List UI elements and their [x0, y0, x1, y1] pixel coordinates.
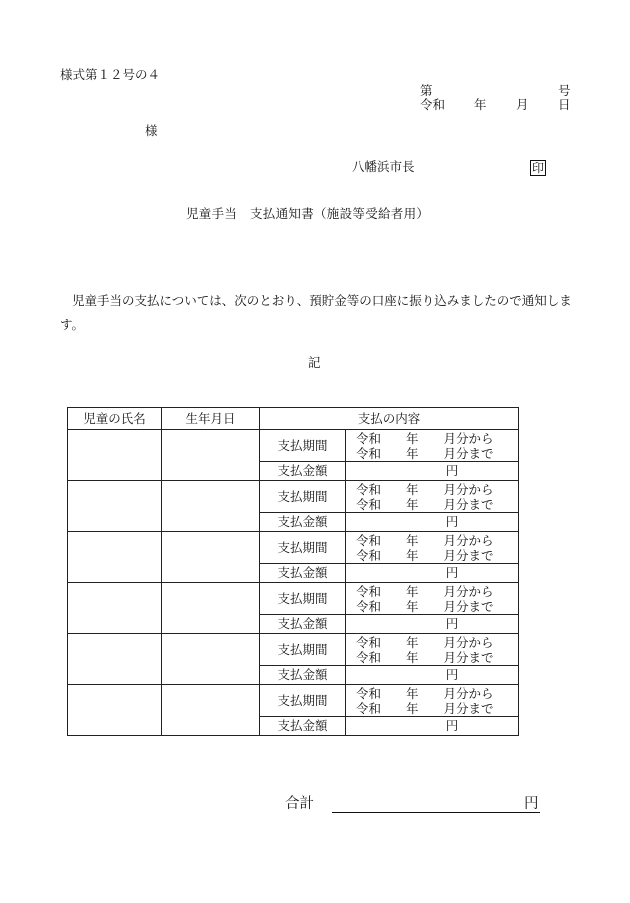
period-from: 令和 年 月分から [356, 481, 494, 497]
period-label: 支払期間 [260, 430, 346, 462]
total-amount-field[interactable] [332, 812, 540, 813]
period-value[interactable] [346, 685, 519, 717]
period-to: 令和 年 月分まで [356, 547, 494, 563]
period-label: 支払期間 [260, 685, 346, 717]
child-name-cell[interactable] [68, 685, 162, 736]
table-row [68, 430, 519, 462]
period-value[interactable] [346, 532, 519, 564]
yen-unit: 円 [445, 718, 459, 733]
period-from: 令和 年 月分から [356, 532, 494, 548]
date-year-label: 年 [474, 97, 487, 112]
amount-label: 支払金額 [260, 462, 346, 481]
amount-label: 支払金額 [260, 717, 346, 736]
doc-number-prefix: 第 [420, 83, 433, 98]
birthdate-cell[interactable] [162, 634, 260, 685]
period-from: 令和 年 月分から [356, 583, 494, 599]
table-row [68, 532, 519, 564]
date-era: 令和 [420, 97, 446, 112]
body-text: 児童手当の支払については、次のとおり、預貯金等の口座に振り込みましたので通知します。 [60, 293, 572, 332]
amount-value[interactable] [346, 615, 519, 634]
document-title: 児童手当 支払通知書（施設等受給者用） [186, 206, 430, 221]
period-label: 支払期間 [260, 583, 346, 615]
child-name-cell[interactable] [68, 583, 162, 634]
period-to: 令和 年 月分まで [356, 598, 494, 614]
yen-unit: 円 [445, 616, 459, 631]
child-name-cell[interactable] [68, 532, 162, 583]
period-from: 令和 年 月分から [356, 430, 494, 446]
period-value[interactable] [346, 481, 519, 513]
period-label: 支払期間 [260, 634, 346, 666]
table-row [68, 481, 519, 513]
amount-label: 支払金額 [260, 615, 346, 634]
amount-label: 支払金額 [260, 564, 346, 583]
amount-value[interactable] [346, 666, 519, 685]
period-label: 支払期間 [260, 532, 346, 564]
header-payment-content: 支払の内容 [260, 408, 519, 430]
payment-table [67, 407, 519, 736]
child-name-cell[interactable] [68, 430, 162, 481]
birthdate-cell[interactable] [162, 583, 260, 634]
amount-label: 支払金額 [260, 513, 346, 532]
yen-unit: 円 [445, 514, 459, 529]
seal-stamp: 印 [532, 161, 545, 175]
amount-label: 支払金額 [260, 666, 346, 685]
period-to: 令和 年 月分まで [356, 649, 494, 665]
amount-value[interactable] [346, 717, 519, 736]
yen-unit: 円 [445, 463, 459, 478]
child-name-cell[interactable] [68, 634, 162, 685]
total-label: 合計 [285, 796, 314, 812]
table-row [68, 634, 519, 666]
total-unit: 円 [524, 796, 539, 812]
birthdate-cell[interactable] [162, 430, 260, 481]
table-row [68, 685, 519, 717]
period-value[interactable] [346, 430, 519, 462]
table-header-row [68, 408, 519, 430]
yen-unit: 円 [445, 667, 459, 682]
body-paragraph [60, 289, 580, 337]
table-row [68, 583, 519, 615]
child-name-cell[interactable] [68, 481, 162, 532]
date-day-label: 日 [558, 97, 571, 112]
period-value[interactable] [346, 583, 519, 615]
issuer-name: 八幡浜市長 [352, 159, 415, 174]
amount-value[interactable] [346, 462, 519, 481]
amount-value[interactable] [346, 564, 519, 583]
amount-value[interactable] [346, 513, 519, 532]
period-value[interactable] [346, 634, 519, 666]
period-from: 令和 年 月分から [356, 634, 494, 650]
birthdate-cell[interactable] [162, 532, 260, 583]
birthdate-cell[interactable] [162, 685, 260, 736]
doc-number-suffix: 号 [558, 83, 571, 98]
birthdate-cell[interactable] [162, 481, 260, 532]
header-child-name: 児童の氏名 [68, 408, 162, 430]
form-number: 様式第１２号の４ [60, 67, 161, 82]
yen-unit: 円 [445, 565, 459, 580]
period-to: 令和 年 月分まで [356, 700, 494, 716]
addressee-suffix: 様 [145, 123, 158, 138]
date-month-label: 月 [516, 97, 529, 112]
ki-heading: 記 [308, 355, 321, 370]
period-to: 令和 年 月分まで [356, 496, 494, 512]
period-to: 令和 年 月分まで [356, 445, 494, 461]
header-birthdate: 生年月日 [162, 408, 260, 430]
period-from: 令和 年 月分から [356, 685, 494, 701]
period-label: 支払期間 [260, 481, 346, 513]
